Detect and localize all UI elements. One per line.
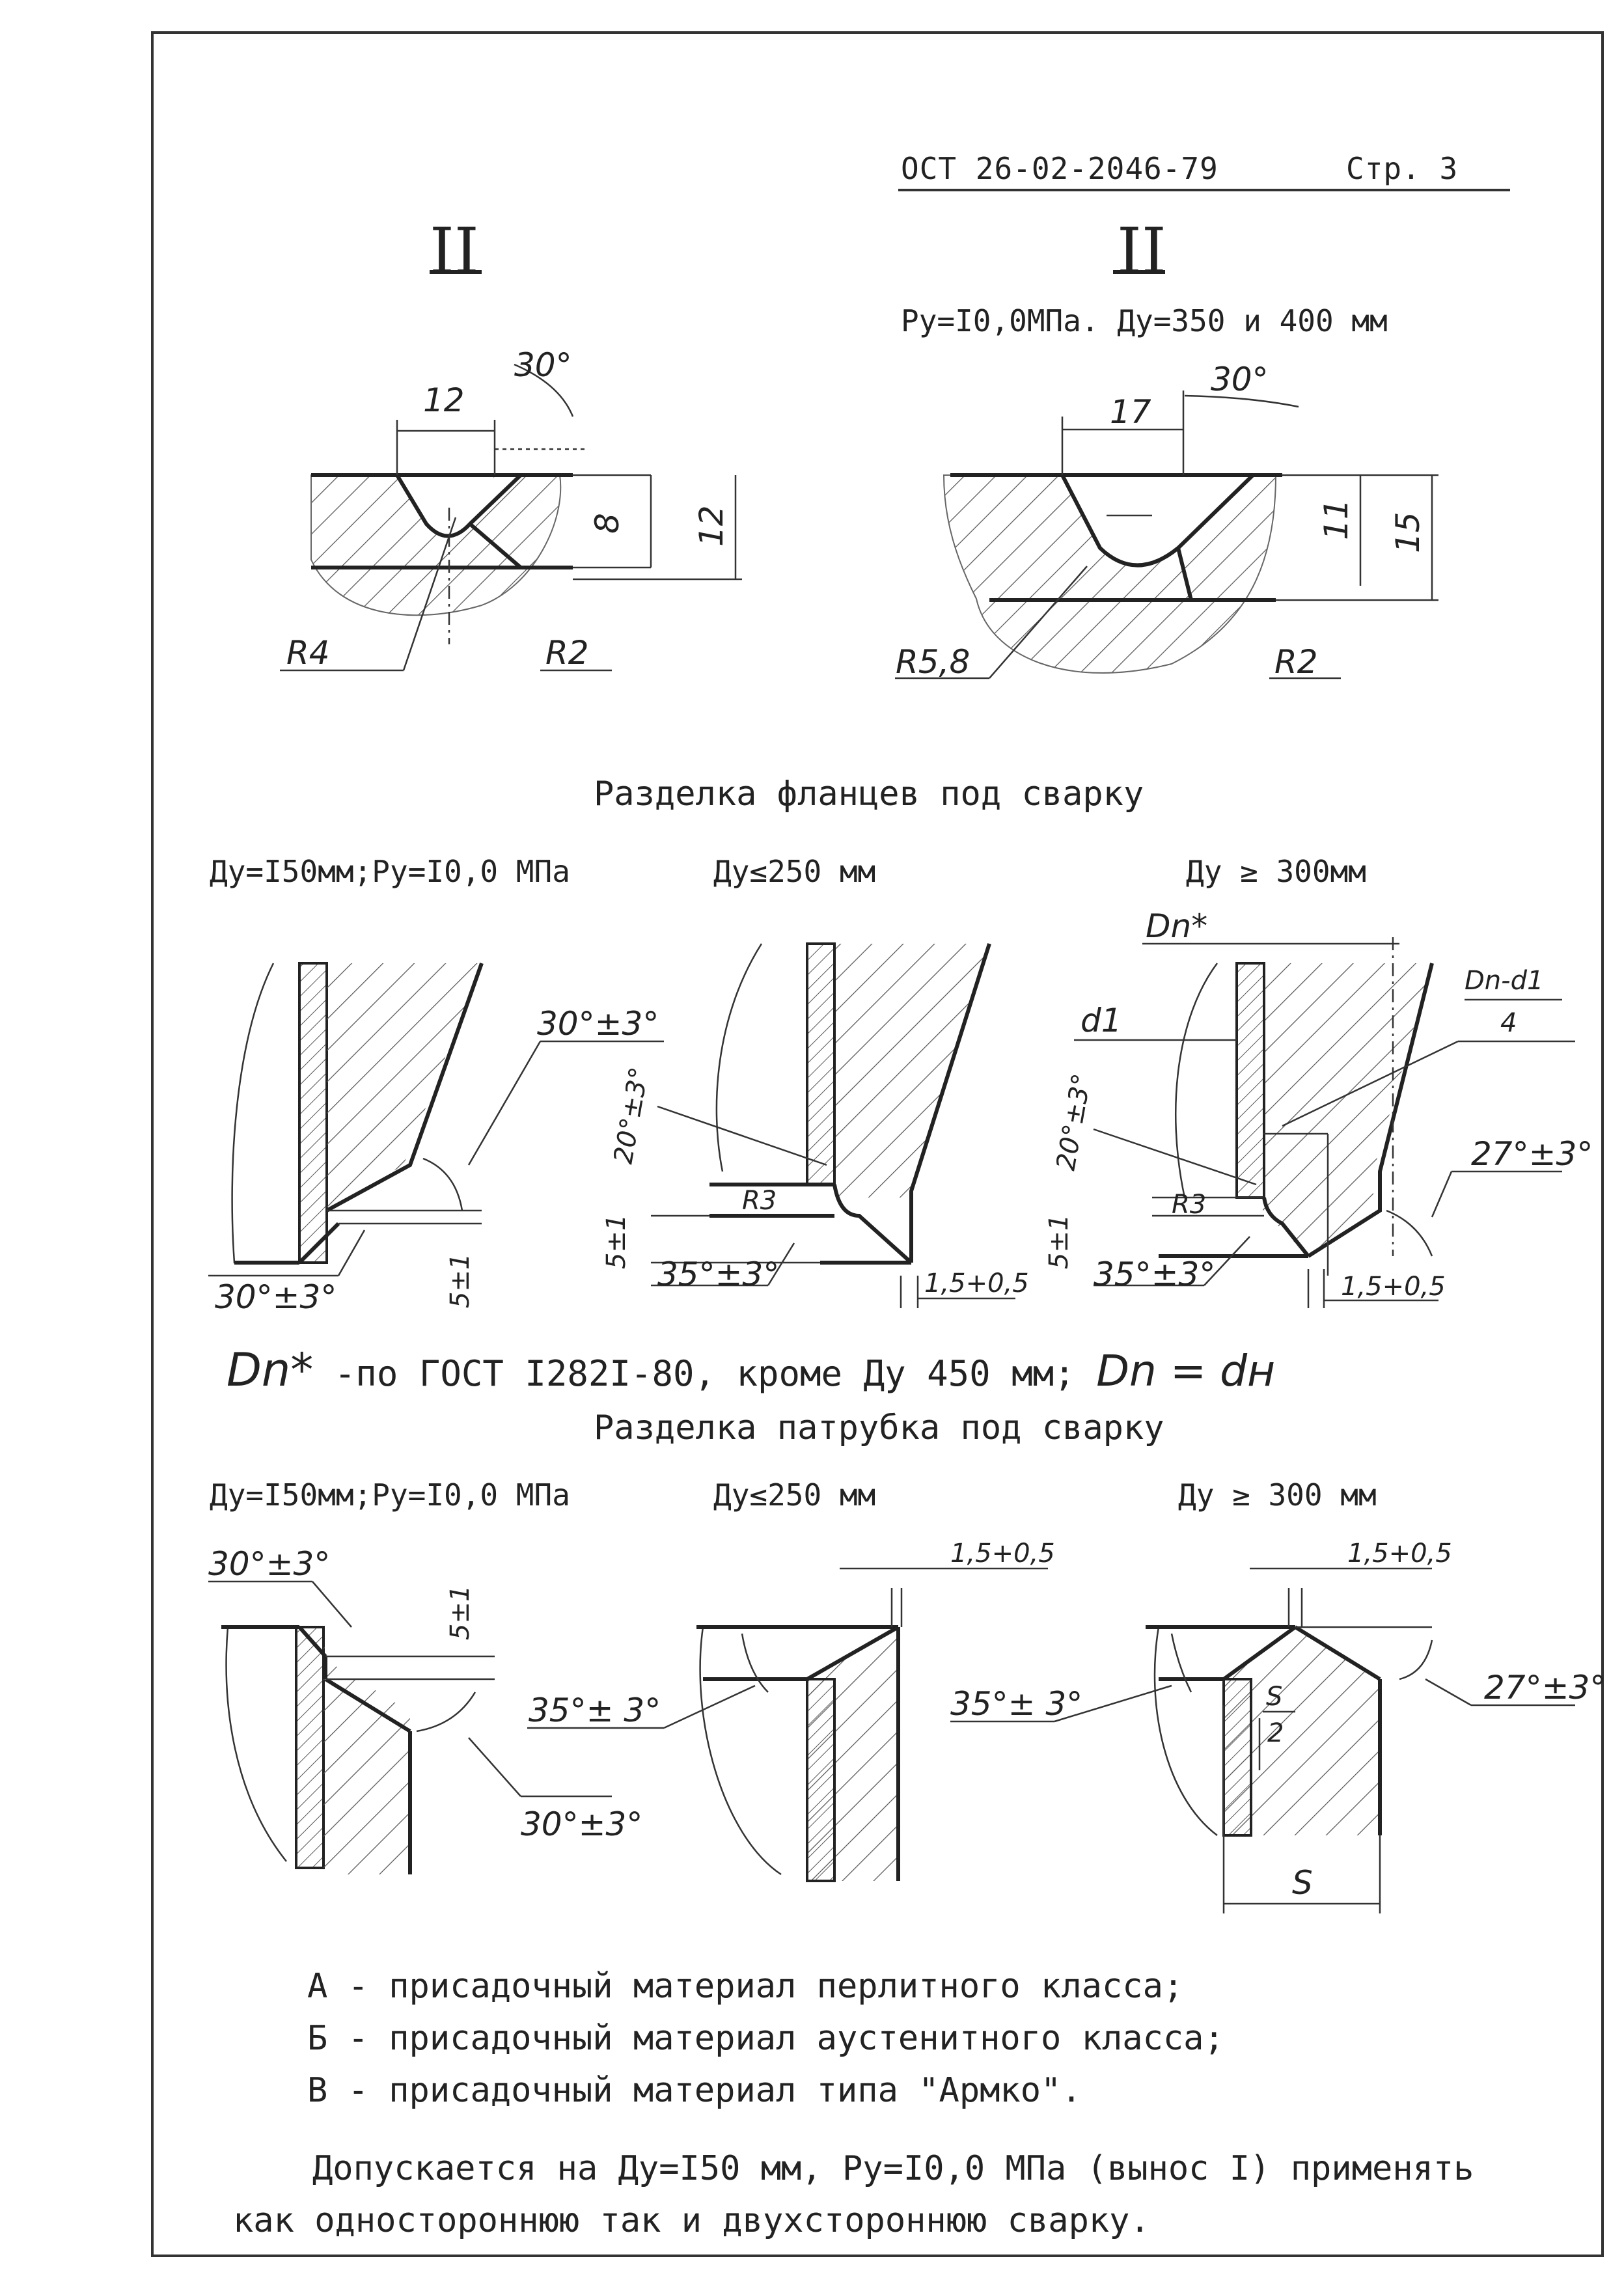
flange-col3-drawing (1044, 907, 1593, 1308)
dl-radius-edge: R2 (545, 634, 589, 672)
fc2-angle-b: 35°±3° (657, 1255, 780, 1293)
branch-col3-label: Ду ≥ 300 мм (1178, 1477, 1377, 1513)
bc1-bottom-angle: 30°±3° (521, 1805, 643, 1843)
dr-radius-bottom: R5,8 (896, 643, 970, 681)
legend-line-3: В - присадочный материал типа "Армко". (307, 2071, 1082, 2110)
bc3-half-num: S (1266, 1682, 1283, 1712)
fc3-gap: 1,5+0,5 (1341, 1272, 1446, 1302)
dr-depth: 11 (1317, 499, 1355, 540)
fc3-ratio-den: 4 (1500, 1008, 1517, 1038)
dn-note-text: -по ГОСТ I282I-80, кроме Ду 450 мм; (313, 1353, 1097, 1394)
fc3-angle-c: 27°±3° (1471, 1135, 1593, 1173)
fc3-d1: d1 (1080, 1002, 1122, 1039)
final-note-line-1: Допускается на Ду=I50 мм, Ру=I0,0 МПа (вынос I) применять (312, 2149, 1474, 2188)
fc1-top-angle: 30°±3° (537, 1005, 659, 1043)
detail-right-mark: II (1117, 215, 1166, 288)
fc3-radius: R3 (1172, 1190, 1207, 1220)
flanges-caption: Разделка фланцев под сварку (594, 774, 1144, 814)
fc3-angle-a: 20°±3° (1051, 1071, 1097, 1173)
branch-caption: Разделка патрубка под сварку (594, 1408, 1164, 1447)
flange-col2-drawing (601, 944, 1029, 1308)
branch-col2-label: Ду≤250 мм (713, 1477, 876, 1513)
fc1-bottom-angle: 30°±3° (215, 1278, 337, 1316)
fc3-step: 5±1 (1044, 1214, 1074, 1269)
dr-height: 15 (1389, 512, 1427, 553)
fc3-dn: Dn* (1146, 907, 1208, 945)
bc3-gap: 1,5+0,5 (1347, 1539, 1452, 1569)
fc2-angle-a: 20°±3° (608, 1065, 655, 1166)
dl-height: 12 (693, 505, 730, 547)
bc1-top-angle: 30°±3° (208, 1545, 331, 1583)
fc3-ratio-num: Dn-d1 (1465, 966, 1544, 996)
flanges-col2-label: Ду≤250 мм (713, 854, 876, 889)
flanges-col1-label: Ду=I50мм;Ру=I0,0 МПа (210, 854, 570, 889)
dl-depth: 8 (588, 513, 626, 534)
fc3-angle-b: 35°±3° (1094, 1255, 1216, 1293)
dl-width: 12 (423, 381, 465, 419)
final-note-line-2: как одностороннюю так и двухстороннюю сварку. (233, 2201, 1150, 2240)
bc3-thickness: S (1292, 1864, 1313, 1902)
bc3-angle-a: 35°± 3° (950, 1685, 1083, 1723)
fc2-gap: 1,5+0,5 (924, 1268, 1029, 1298)
bc3-half-den: 2 (1267, 1718, 1284, 1748)
dl-angle: 30° (514, 346, 572, 384)
dr-radius-edge: R2 (1274, 643, 1318, 681)
fc2-step: 5±1 (601, 1214, 631, 1269)
dn-symbol: Dn* (227, 1343, 314, 1397)
detail-left-mark: II (430, 215, 479, 288)
detail-left-drawing (280, 346, 742, 672)
dn-formula: Dn = dн (1096, 1346, 1276, 1396)
page-number: Стр. 3 (1346, 151, 1459, 186)
dr-width: 17 (1110, 393, 1151, 431)
branch-col3-drawing (950, 1539, 1606, 1913)
dl-radius-bottom: R4 (286, 634, 330, 672)
legend-line-2: Б - присадочный материал аустенитного класса; (307, 2019, 1224, 2058)
bc2-gap: 1,5+0,5 (950, 1539, 1055, 1569)
bc3-angle-b: 27°±3° (1484, 1669, 1606, 1706)
fc2-radius: R3 (742, 1186, 777, 1216)
bc1-step: 5±1 (445, 1585, 475, 1640)
flanges-col3-label: Ду ≥ 300мм (1186, 854, 1366, 889)
bc2-angle: 35°± 3° (529, 1692, 661, 1729)
detail-right-drawing (895, 361, 1438, 681)
detail-right-subtitle: Ру=I0,0МПа. Ду=350 и 400 мм (901, 303, 1388, 338)
doc-code: ОСТ 26-02-2046-79 (901, 151, 1218, 186)
branch-col1-label: Ду=I50мм;Ру=I0,0 МПа (210, 1477, 570, 1513)
legend-line-1: А - присадочный материал перлитного класса; (307, 1967, 1184, 2006)
flange-col1-drawing (208, 963, 664, 1316)
fc1-step: 5±1 (445, 1253, 475, 1308)
dr-angle: 30° (1211, 361, 1269, 398)
